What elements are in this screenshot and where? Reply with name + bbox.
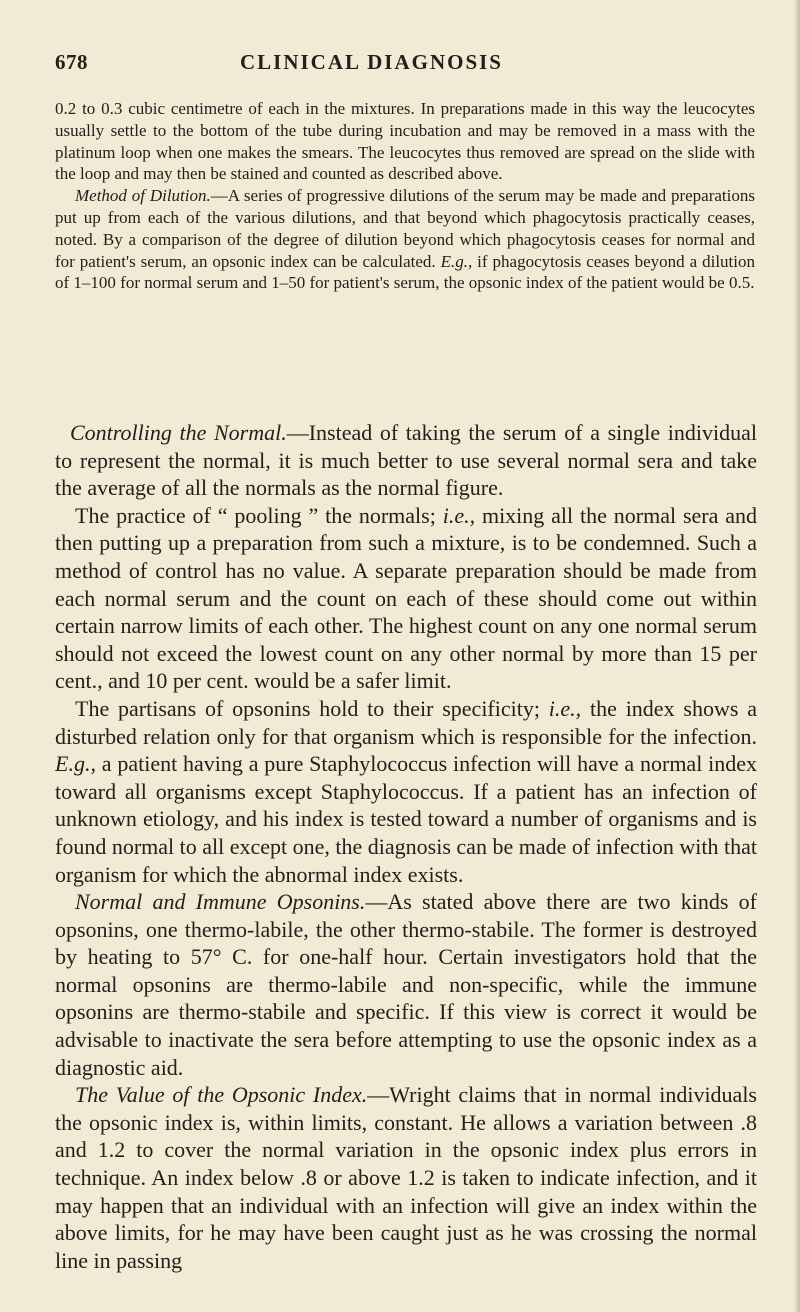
page-header	[0, 50, 800, 80]
page-number: 678	[55, 50, 88, 74]
value-body: —Wright claims that in normal individuals the opsonic index is, within limits, constant. He allows a variation between .8 and 1.2 to cover the normal variation in the opsonic index plus errors in technique. An index below .8 or above 1.2 is taken to indicate infection, and it may happen that an individual with an infection will give an index within the above limits, for he may have been caught just as he was crossing the normal line in passing	[55, 1082, 757, 1273]
specificity-eg: E.g.,	[55, 751, 96, 777]
paragraph-normal-immune-opsonins	[55, 888, 757, 1081]
opsonins-body: —As stated above there are two kinds of opsonins, one thermo-labile, the other thermo-stabile. The former is destroyed by heating to 57° C. for one-half hour. Certain investigators hold that the normal opsonins are thermo-labile and non-specific, while the immune opsonins are thermo-stabile and specific. If this view is correct it would be advisable to inactivate the sera before attempting to use the opsonic index as a diagnostic aid.	[55, 889, 757, 1080]
pooling-b: mixing all the normal sera and then putting up a preparation from such a mixture, is to be condemned. Such a method of control has no value. A separate preparation should be made from each normal serum and the count on each of these should come out within certain narrow limits of each other. The highest count on any one normal serum should not exceed the lowest count on any other normal by more than 15 per cent., and 10 per cent. would be a safer limit.	[55, 502, 757, 694]
dilution-end: if phagocytosis ceases beyond a dilution of 1–100 for normal serum and 1–50 for patient's serum, the opsonic index of the patient would be 0.5.	[55, 251, 755, 293]
heading-method-of-dilution: Method of Dilution.	[75, 186, 211, 206]
specificity-ie: i.e.,	[548, 695, 582, 721]
specificity-c: a patient having a pure Staphylococcus infection will have a normal index toward all organisms except Staphylococcus. If a patient has an infection of unknown etiology, and his index is tested toward a number of organisms and is found normal to all except one, the diagnosis can be made of infection with that organism for which the abnormal index exists.	[55, 751, 757, 887]
paragraph-mixtures: 0.2 to 0.3 cubic centimetre of each in the mixtures. In preparations made in this way the leucocytes usually settle to the bottom of the tube during incubation and may be removed in a mass with the platinum loop when one makes the smears. The leucocytes thus removed are spread on the slide with the loop and may then be stained and counted as described above.	[55, 99, 755, 184]
heading-controlling-normal: Controlling the Normal.	[70, 420, 287, 445]
paragraph-controlling-normal	[55, 419, 757, 502]
controlling-body: —Instead of taking the serum of a single individual to represent the normal, it is much better to use several normal sera and take the average of all the normals as the normal figure.	[55, 420, 757, 501]
page-edge-shadow	[794, 0, 800, 1312]
heading-normal-immune-opsonins: Normal and Immune Opsonins.	[75, 889, 366, 915]
paragraph-pooling	[55, 502, 757, 695]
dilution-body: —A series of progressive dilutions of the serum may be made and preparations put up from each of the various dilutions, and that beyond which phagocytosis practically ceases, noted. By a comparison of the degree of dilution beyond which phagocytosis ceases for normal and for patient's serum, an opsonic index can be calculated.	[55, 186, 755, 271]
pooling-a: The practice of “ pooling ” the normals;	[75, 502, 443, 528]
paragraph-value-opsonic-index	[55, 1081, 757, 1274]
paragraph-method-of-dilution	[55, 185, 755, 294]
main-text-section	[55, 419, 757, 1274]
heading-value-opsonic-index: The Value of the Opsonic Index.	[75, 1082, 368, 1108]
specificity-b: the index shows a disturbed relation only for that organism which is responsible for the infection.	[55, 695, 757, 749]
paragraph-specificity	[55, 695, 757, 888]
running-title: CLINICAL DIAGNOSIS	[240, 50, 503, 74]
specificity-a: The partisans of opsonins hold to their specificity;	[75, 695, 549, 721]
pooling-ie: i.e.,	[442, 502, 476, 528]
small-print-section	[55, 98, 755, 294]
dilution-eg: E.g.,	[440, 251, 473, 271]
